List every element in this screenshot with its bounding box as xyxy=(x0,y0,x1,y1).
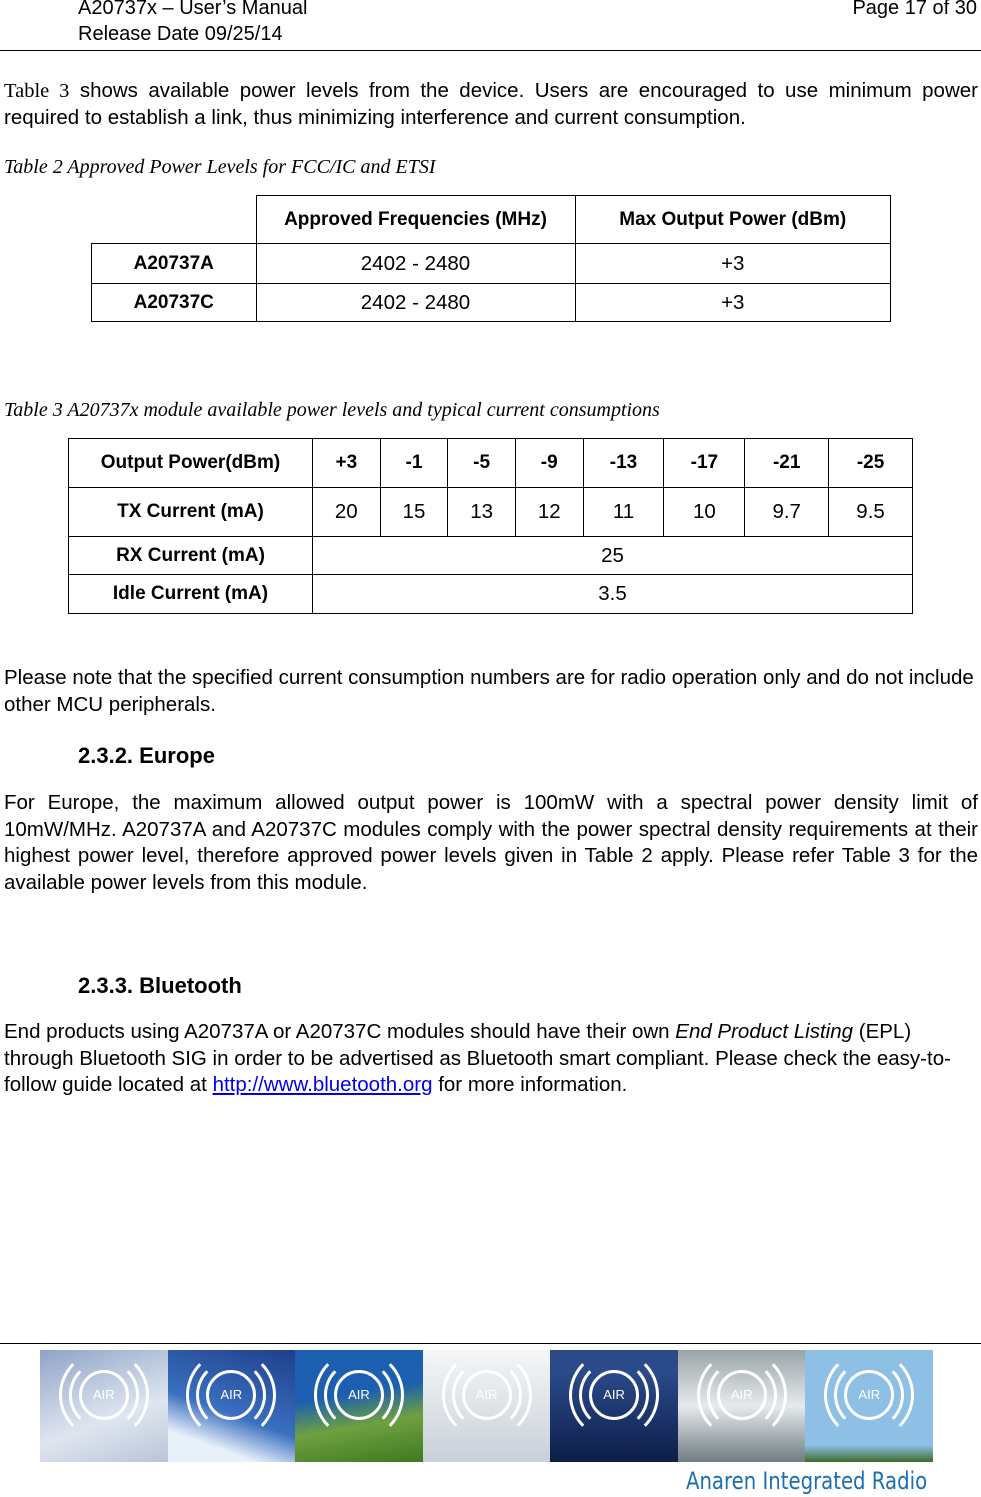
table2-caption: Table 2 Approved Power Levels for FCC/IC and ETSI xyxy=(4,156,436,178)
table-row xyxy=(69,537,913,575)
emphasis: End Product Listing xyxy=(675,1020,854,1043)
footer-banner xyxy=(40,1350,933,1462)
idle-value: 3.5 xyxy=(313,575,913,614)
tx-value: 12 xyxy=(515,488,583,537)
power-level: -13 xyxy=(583,439,664,488)
section-heading-europe: 2.3.2. Europe xyxy=(78,743,215,768)
power-level: -1 xyxy=(380,439,448,488)
banner-image-rollerblade xyxy=(805,1350,933,1462)
banner-image-skateboard xyxy=(40,1350,168,1462)
power-level: -21 xyxy=(745,439,829,488)
row-label: A20737C xyxy=(92,284,257,322)
footer-rule xyxy=(0,1343,981,1344)
note-paragraph: Please note that the specified current consumption numbers are for radio operation only and do not include other MCU peripherals. xyxy=(4,666,974,716)
banner-image-kayak xyxy=(678,1350,806,1462)
row-label: RX Current (mA) xyxy=(69,537,313,575)
tx-value: 20 xyxy=(313,488,381,537)
tx-value: 9.7 xyxy=(745,488,829,537)
col-header: Approved Frequencies (MHz) xyxy=(256,196,575,244)
air-logo-icon: AIR xyxy=(334,1370,384,1420)
header-rule xyxy=(0,50,981,51)
air-logo-icon: AIR xyxy=(589,1370,639,1420)
banner-image-snowboard xyxy=(423,1350,551,1462)
table-row xyxy=(92,244,891,284)
table3-caption: Table 3 A20737x module available power levels and typical current consumptions xyxy=(4,399,660,421)
release-date: Release Date 09/25/14 xyxy=(78,23,283,45)
doc-title: A20737x – User’s Manual xyxy=(78,0,308,19)
power-level: -17 xyxy=(664,439,745,488)
tx-value: 9.5 xyxy=(829,488,913,537)
tx-value: 15 xyxy=(380,488,448,537)
approved-power-table xyxy=(91,195,891,322)
power-level: +3 xyxy=(313,439,381,488)
row-label: TX Current (mA) xyxy=(69,488,313,537)
table-row xyxy=(92,284,891,322)
banner-image-bike xyxy=(295,1350,423,1462)
air-logo-icon: AIR xyxy=(717,1370,767,1420)
power-level: -5 xyxy=(448,439,516,488)
banner-image-ski xyxy=(168,1350,296,1462)
col-header: Max Output Power (dBm) xyxy=(575,196,891,244)
power-current-table xyxy=(68,438,913,614)
table-row xyxy=(69,439,913,488)
cell: 2402 - 2480 xyxy=(256,244,575,284)
cell: 2402 - 2480 xyxy=(256,284,575,322)
tx-value: 10 xyxy=(664,488,745,537)
page-number: Page 17 of 30 xyxy=(852,0,977,19)
table-ref: Table 3 xyxy=(4,80,70,102)
tx-value: 13 xyxy=(448,488,516,537)
bluetooth-link[interactable]: http://www.bluetooth.org xyxy=(212,1073,433,1096)
air-logo-icon: AIR xyxy=(79,1370,129,1420)
row-label: Idle Current (mA) xyxy=(69,575,313,614)
empty-cell xyxy=(92,196,257,244)
power-level: -25 xyxy=(829,439,913,488)
power-level: -9 xyxy=(515,439,583,488)
intro-paragraph xyxy=(4,78,978,131)
air-logo-icon: AIR xyxy=(206,1370,256,1420)
text: (EPL) through Bluetooth SIG in order to be advertised as Bluetooth smart compliant. Please check the easy-to-follow guide located at xyxy=(4,1020,951,1096)
intro-text: shows available power levels from the device. Users are encouraged to use minimum power required to establish a link, thus minimizing interference and current consumption. xyxy=(4,79,978,129)
cell: +3 xyxy=(575,244,891,284)
air-logo-icon: AIR xyxy=(844,1370,894,1420)
tx-value: 11 xyxy=(583,488,664,537)
banner-image-windsurf xyxy=(550,1350,678,1462)
air-logo-icon: AIR xyxy=(462,1370,512,1420)
section-heading-bluetooth: 2.3.3. Bluetooth xyxy=(78,973,242,998)
text: End products using A20737A or A20737C modules should have their own xyxy=(4,1020,676,1043)
row-label: A20737A xyxy=(92,244,257,284)
table-row xyxy=(69,575,913,614)
cell: +3 xyxy=(575,284,891,322)
bluetooth-paragraph xyxy=(4,1019,978,1099)
europe-paragraph: For Europe, the maximum allowed output power is 100mW with a spectral power density limit of 10mW/MHz. A20737A and A20737C modules comply with the power spectral density requirements at their highest power level, therefore approved power levels given in Table 2 apply. Please refer Table 3 for the available power levels from this module. xyxy=(4,791,978,894)
brand-name: Anaren Integrated Radio xyxy=(686,1467,928,1495)
rx-value: 25 xyxy=(313,537,913,575)
text: for more information. xyxy=(432,1073,628,1096)
row-label: Output Power(dBm) xyxy=(69,439,313,488)
table-row xyxy=(69,488,913,537)
